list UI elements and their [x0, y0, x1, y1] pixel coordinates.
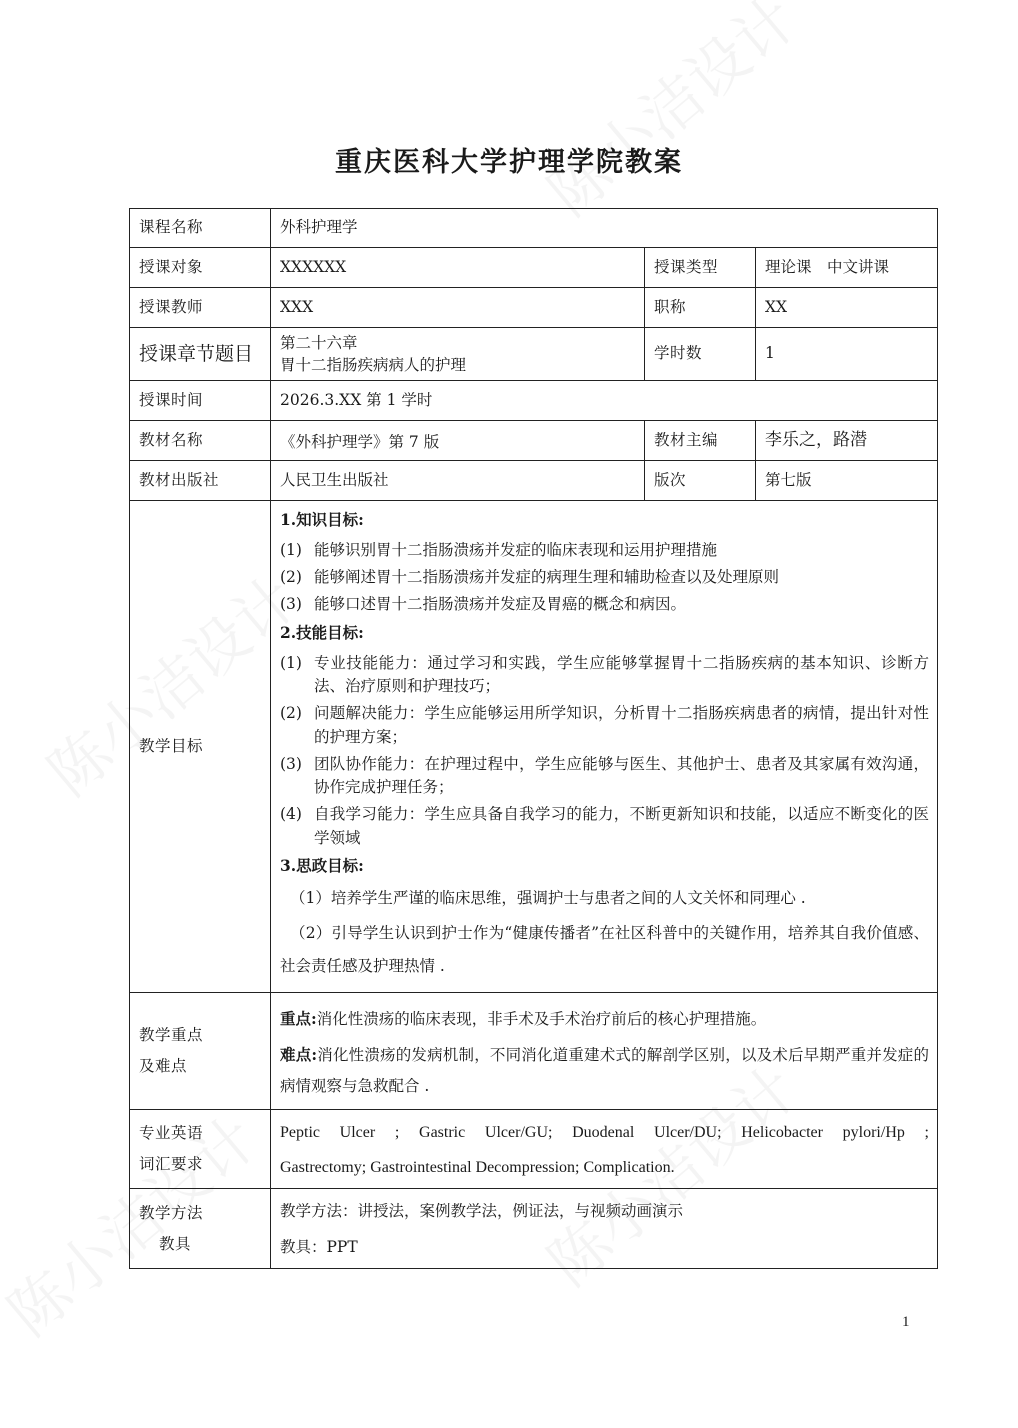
chapter-value [271, 328, 645, 381]
skill-item: (1) 专业技能能力：通过学习和实践，学生应能够掌握胃十二指肠疾病的基本知识、诊断方法、治疗原则和护理技巧； [280, 653, 929, 696]
english-terms-line1: Peptic Ulcer ; Gastric Ulcer/GU; Duodenal Ulcer/DU; Helicobacter pylori/Hp ; [280, 1123, 929, 1141]
chapter-label: 授课章节题目 [130, 328, 271, 381]
focus-point: 重点:消化性溃疡的临床表现，非手术及手术治疗前后的核心护理措施。 [280, 1008, 767, 1028]
skill-heading: 2.技能目标: [280, 622, 364, 642]
tools-text: 教具：PPT [280, 1238, 358, 1257]
keypoints-label: 教学重点 及难点 [130, 993, 271, 1110]
teacher-value: XXX [271, 288, 645, 328]
editor-label: 教材主编 [645, 421, 756, 461]
row-teacher [130, 288, 938, 328]
lesson-plan-table [129, 208, 938, 1269]
row-chapter [130, 328, 938, 381]
knowledge-heading: 1.知识目标: [280, 509, 364, 529]
document-title: 重庆医科大学护理学院教案 [335, 147, 683, 178]
watermark [527, 0, 812, 232]
row-english [130, 1110, 938, 1189]
english-content [271, 1110, 938, 1189]
ideology-item: （1）培养学生严谨的临床思维，强调护士与患者之间的人文关怀和同理心 . [290, 889, 806, 908]
row-methods [130, 1189, 938, 1269]
methods-label: 教学方法 教具 [130, 1189, 271, 1269]
ideology-heading: 3.思政目标: [280, 855, 364, 875]
methods-text: 教学方法：讲授法，案例教学法，例证法，与视频动画演示 [280, 1201, 684, 1220]
skill-item: (2) 问题解决能力：学生应能够运用所学知识，分析胃十二指肠疾病患者的病情，提出针对性的护理方案； [280, 704, 929, 746]
skill-item: (3) 团队协作能力：在护理过程中，学生应能够与医生、其他护士、患者及其家属有效沟通，协作完成护理任务； [280, 754, 929, 797]
audience-label: 授课对象 [130, 248, 271, 288]
keypoints-content [271, 993, 938, 1110]
chapter-name: 胃十二指肠疾病病人的护理 [280, 356, 467, 374]
skill-item: (4) 自我学习能力：学生应具备自我学习的能力，不断更新知识和技能，以适应不断变化的医学领域 [280, 805, 929, 847]
chapter-number: 第二十六章 [280, 333, 358, 352]
textbook-label: 教材名称 [130, 421, 271, 461]
row-objectives [130, 501, 938, 993]
row-keypoints [130, 993, 938, 1110]
course-value: 外科护理学 [271, 209, 938, 248]
objectives-label: 教学目标 [130, 501, 271, 993]
title-rank-value: XX [756, 288, 938, 328]
course-label: 课程名称 [130, 209, 271, 248]
time-value: 2026.3.XX 第 1 学时 [271, 381, 938, 421]
knowledge-item: (1) 能够识别胃十二指肠溃疡并发症的临床表现和运用护理措施 [280, 540, 718, 559]
audience-value: XXXXXX [271, 248, 645, 288]
knowledge-item: (2) 能够阐述胃十二指肠溃疡并发症的病理生理和辅助检查以及处理原则 [280, 568, 780, 587]
row-time [130, 381, 938, 421]
row-audience [130, 248, 938, 288]
teacher-label: 授课教师 [130, 288, 271, 328]
textbook-value: 《外科护理学》第 7 版 [271, 421, 645, 461]
course-type-label: 授课类型 [645, 248, 756, 288]
publisher-label: 教材出版社 [130, 461, 271, 501]
methods-content [271, 1189, 938, 1269]
ideology-item: （2）引导学生认识到护士作为“健康传播者”在社区科普中的关键作用，培养其自我价值感、社会责任感及护理热情 . [280, 924, 929, 975]
hours-label: 学时数 [645, 328, 756, 381]
row-publisher [130, 461, 938, 501]
objectives-content [271, 501, 938, 993]
knowledge-item: (3) 能够口述胃十二指肠溃疡并发症及胃癌的概念和病因。 [280, 595, 687, 614]
row-course [130, 209, 938, 248]
hours-value: 1 [756, 328, 938, 381]
edition-label: 版次 [645, 461, 756, 501]
course-type-value: 理论课 中文讲课 [756, 248, 938, 288]
time-label: 授课时间 [130, 381, 271, 421]
publisher-value: 人民卫生出版社 [271, 461, 645, 501]
title-rank-label: 职称 [645, 288, 756, 328]
page-number: 1 [902, 1314, 910, 1330]
row-textbook [130, 421, 938, 461]
english-label: 专业英语 词汇要求 [130, 1110, 271, 1189]
english-terms-line2: Gastrectomy; Gastrointestinal Decompression; Complication. [280, 1159, 675, 1177]
edition-value: 第七版 [756, 461, 938, 501]
difficulty-point: 难点:消化性溃疡的发病机制，不同消化道重建术式的解剖学区别，以及术后早期严重并发症的病情观察与急救配合 . [280, 1044, 929, 1095]
editor-value: 李乐之，路潜 [756, 421, 938, 461]
